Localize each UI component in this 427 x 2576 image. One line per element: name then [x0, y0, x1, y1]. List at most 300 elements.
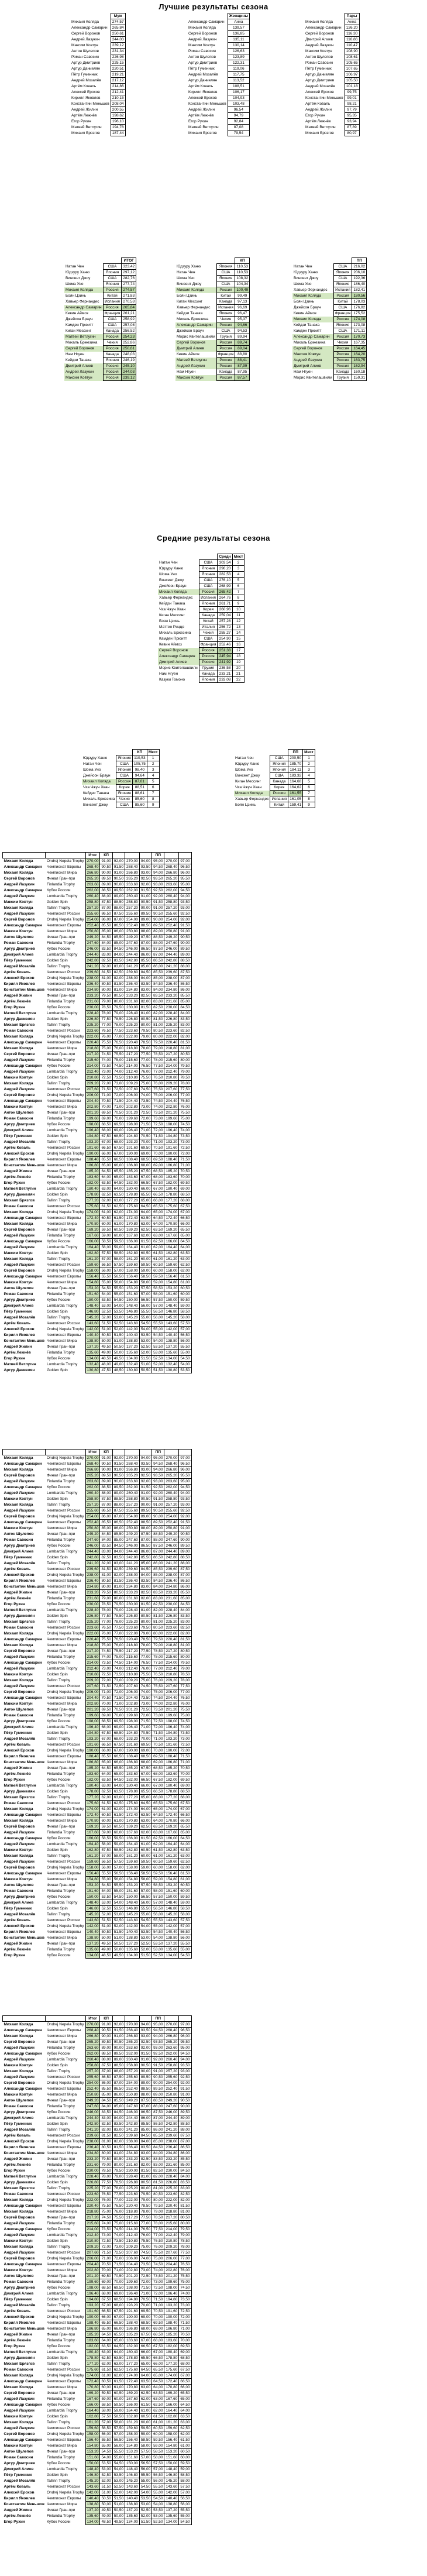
- table-row: Михаил Коляда 139,57: [187, 25, 250, 31]
- table-row: Михаил Брязгов Tallinn Trophy 177,20 62,00 63,00 177,20 65,00 66,00 177,20 68,00: [3, 2361, 192, 2367]
- table-row: Артём Коваль 214,86: [70, 84, 125, 90]
- table-row: Натан Чен США 303,54 2: [158, 560, 245, 566]
- table-row: Алексей Ерохов 104,93: [187, 95, 250, 101]
- table-row: Артём Лежнёв Finlandia Trophy 183,60 64,00 65,00 183,60 67,00 68,00 183,60 70,00: [3, 2338, 192, 2344]
- table-row: Боян Цзинь Китай 271,83: [64, 293, 136, 299]
- table-row: Максим Ковтун Golden Spin 162,80 57,50 58,50 162,80 60,50 61,50 162,80 63,50: [3, 2414, 192, 2420]
- table-row: Шома Уно Япония 184,11 3: [234, 767, 315, 773]
- table-row: Дмитрий Алиев Lombardia Trophy 244,40 83,00 84,00 244,40 86,00 87,00 244,40 89,00: [3, 1549, 192, 1555]
- table-row: Александр Самарин Кубок России 166,00 58,50 59,50 166,00 61,50 62,50 166,00 64,50: [3, 1239, 192, 1245]
- table-row: Сергей Воронов Финал Гран-при 217,20 74,50 75,50 217,20 77,50 78,50 217,20 80,50: [3, 2215, 192, 2221]
- table-row: Андрей Лазукин Чемпионат России 159,60 56,50 57,50 159,60 59,50 60,50 159,60 62,50: [3, 1859, 192, 1865]
- table-row: Александр Самарин Чемпионат Европы 204,40 70,50 71,50 204,40 73,50 74,50 204,40 76,50: [3, 1695, 192, 1701]
- table-row: Кирилл Яковлев Чемпионат Европы 236,40 80,50 81,50 236,40 83,50 84,50 236,40 86,50: [3, 981, 192, 987]
- table-row: Артур Дмитриев Кубок России 198,00 68,50 69,50 198,00 71,50 72,50 198,00 74,50: [3, 1122, 192, 1128]
- table-row: Роман Савосин Finlandia Trophy 247,60 84,00 85,00 247,60 87,00 88,00 247,60 90,00: [3, 940, 192, 946]
- table-row: Антон Шулепов Финал Гран-при 153,20 54,50 55,50 153,20 57,50 58,50 153,20 60,50: [3, 1286, 192, 1292]
- table-row: Андрей Жилин Финал Гран-при 185,20 64,50 65,50 185,20 67,50 68,50 185,20 70,50: [3, 2332, 192, 2338]
- table-row: Камден Прюитт США 257,08: [64, 322, 136, 328]
- table-row: Пётр Гуменник Golden Spin 146,80 52,50 53,50 146,80 55,50 56,50 146,80 58,50: [3, 2472, 192, 2478]
- table-row: Джейсон Браун США 94,64 4: [82, 773, 159, 779]
- table-row: Роман Савосин Finlandia Trophy 199,60 69,00 70,00 199,60 72,00 73,00 199,60 75,00: [3, 1116, 192, 1122]
- table-row: Роман Савосин 105,65: [304, 60, 359, 66]
- table-row: Артур Дмитриев Кубок России 246,00 83,50 84,50 246,00 86,50 87,50 246,00 89,50: [3, 2110, 192, 2115]
- table-row: Михаил Коляда Ondrej Nepela Trophy 270,00 91,00 92,00 270,00 94,00 95,00 270,00 97,00: [3, 1455, 192, 1461]
- table-row: Киган Мессинг Канада 256,52: [64, 328, 136, 334]
- table-row: Нам Нгуен Канада 248,03: [64, 352, 136, 358]
- table-row: Пётр Гуменник Golden Spin 242,80 82,50 83,50 242,80 85,50 86,50 242,80 88,50: [3, 2121, 192, 2127]
- table-row: Сергей Воронов Финал Гран-при 217,20 74,50 75,50 217,20 77,50 78,50 217,20 80,50: [3, 1052, 192, 1057]
- table-row: Артём Лежнёв Finlandia Trophy 231,60 79,00 80,00 231,60 82,00 83,00 231,60 85,00: [3, 1596, 192, 1602]
- table-row: Кирилл Яковлев Чемпионат Европы 188,40 65,50 66,50 188,40 68,50 69,50 188,40 71,50: [3, 1754, 192, 1760]
- table-row: Максим Ковтун 239,12: [70, 43, 125, 49]
- table-row: Артур Даниелян 106,97: [304, 72, 359, 78]
- table-row: Александр Самарин Чемпионат Европы 268,40 90,50 91,50 268,40 93,50 94,50 268,40 96,50: [3, 1461, 192, 1467]
- table-row: Андрей Мозалёв Tallinn Trophy 193,20 67,00 68,00 193,20 70,00 71,00 193,20 73,00: [3, 2303, 192, 2309]
- table-row: Артур Дмитриев 225,15: [70, 60, 125, 66]
- table-row: Антон Шулепов Финал Гран-при 249,20 84,50 85,50 249,20 87,50 88,50 249,20 90,50: [3, 1531, 192, 1537]
- table-row: Егор Рухин Кубок России 182,00 63,50 64,50 182,00 66,50 67,50 182,00 69,50: [3, 2344, 192, 2350]
- table-row: Артём Коваль Чемпионат России 239,60 81,50 82,50 239,60 84,50 85,50 239,60 87,50: [3, 1567, 192, 1572]
- table-row: Кирилл Яковлев Чемпионат Европы 188,40 65,50 66,50 188,40 68,50 69,50 188,40 71,50: [3, 1157, 192, 1163]
- table-row: Андрей Лазукин Finlandia Trophy 167,60 59,00 60,00 167,60 62,00 63,00 167,60 65,00: [3, 1233, 192, 1239]
- table-row: Пётр Гуменник 119,06: [187, 66, 250, 72]
- table-row: Матвей Ветлугин Lombardia Trophy 180,40 63,00 64,00 180,40 66,00 67,00 180,40 69,00: [3, 1186, 192, 1192]
- table-row: Морис Квителашвили Грузия 89,94: [175, 334, 250, 340]
- table-row: Александр Самарин Кубок России 214,00 73,50 74,50 214,00 76,50 77,50 214,00 79,50: [3, 1660, 192, 1666]
- table-row: Сергей Воронов 116,30: [304, 31, 359, 37]
- table-row: Михаил Коляда Чемпионат Мира 266,80 90,00 91,00 266,80 93,00 94,00 266,80 96,00: [3, 1467, 192, 1473]
- table-row: Михаил Коляда Tallinn Trophy 161,20 57,00 58,00 161,20 60,00 61,00 161,20 63,00: [3, 1256, 192, 1262]
- table-row: Дмитрий Алиев Lombardia Trophy 148,40 53,00 54,00 148,40 56,00 57,00 148,40 59,00: [3, 1900, 192, 1906]
- table-row: Боян Цзинь Китай 257,28 12: [158, 619, 245, 624]
- table-row: Максим Ковтун Чемпионат Мира 250,80 85,00 86,00 250,80 88,00 89,00 250,80 91,00: [3, 1526, 192, 1531]
- table-row: Михаил Коляда Чемпионат Мира 218,80 75,00 76,00 218,80 78,00 79,00 218,80 81,00: [3, 2209, 192, 2215]
- table-row: Константин Меньшов Чемпионат Мира 138,80 50,00 51,00 138,80 53,00 54,00 138,80 56,00: [3, 1338, 192, 1344]
- table-row: Артём Лежнёв Finlandia Trophy 135,60 49,00 50,00 135,60 52,00 53,00 135,60 55,00: [3, 1947, 192, 1953]
- table-row: Пётр Гуменник Golden Spin 242,80 82,50 83,50 242,80 85,50 86,50 242,80 88,50: [3, 958, 192, 964]
- table-row: Артур Дмитриев Кубок России 198,00 68,50 69,50 198,00 71,50 72,50 198,00 74,50: [3, 1719, 192, 1725]
- table-row: Михаил Коляда Россия 174,08: [292, 317, 367, 322]
- table-row: Михаил Коляда Ondrej Nepela Trophy 174,00 61,00 62,00 174,00 64,00 65,00 174,00 67,00: [3, 2373, 192, 2379]
- table-row: Михаил Коляда Ondrej Nepela Trophy 222,00 76,00 77,00 222,00 79,00 80,00 222,00 82,00: [3, 1034, 192, 1040]
- table-row: Алексей Ерохов Ondrej Nepela Trophy 238,00 81,00 82,00 238,00 84,00 85,00 238,00 87,00: [3, 1572, 192, 1578]
- table-row: Артур Дмитриев Кубок России 150,00 53,50 54,50 150,00 56,50 57,50 150,00 59,50: [3, 1894, 192, 1900]
- table-row: Артур Даниелян 113,52: [187, 78, 250, 84]
- table-row: Андрей Лазукин Lombardia Trophy 164,40 58,00 59,00 164,40 61,00 62,00 164,40 64,00: [3, 1842, 192, 1847]
- table-row: Артём Лежнёв Finlandia Trophy 183,60 64,00 65,00 183,60 67,00 68,00 183,60 70,00: [3, 1174, 192, 1180]
- table-row: Матвей Ветлугин Lombardia Trophy 228,40 78,00 79,00 228,40 81,00 82,00 228,40 84,00: [3, 1011, 192, 1016]
- table-row: Егор Рухин 92,84: [187, 119, 250, 125]
- table-row: Андрей Лазукин Lombardia Trophy 212,40 73,00 74,00 212,40 76,00 77,00 212,40 79,00: [3, 1069, 192, 1075]
- table-row: Артур Даниелян Golden Spin 178,80 62,50 63,50 178,80 65,50 66,50 178,80 68,50: [3, 1789, 192, 1795]
- table-row: Джейсон Браун США 268,99 6: [158, 583, 245, 589]
- table-row: Александр Самарин Кубок России 166,00 58,50 59,50 166,00 61,50 62,50 166,00 64,50: [3, 1836, 192, 1842]
- table-row: Максим Ковтун Россия 164,20: [292, 352, 367, 358]
- table-row: Максим Ковтун Чемпионат Мира 154,80 55,00 56,00 154,80 58,00 59,00 154,80 61,00: [3, 1877, 192, 1883]
- table-row: Дмитрий Алиев Lombardia Trophy 148,40 53,00 54,00 148,40 56,00 57,00 148,40 59,00: [3, 2467, 192, 2472]
- table-row: Кейдзи Танака Япония 261,71 9: [158, 601, 245, 607]
- table-row: Кейдзи Танака Япония 96,47: [175, 311, 250, 317]
- table-row: Алексей Ерохов Ondrej Nepela Trophy 142,00 51,00 52,00 142,00 54,00 55,00 142,00 57,00: [3, 2490, 192, 2496]
- table-row: Александр Самарин Чемпионат Европы 156,40 55,50 56,50 156,40 58,50 59,50 156,40 61,50: [3, 1871, 192, 1877]
- table-row: Константин Меньшов Чемпионат Мира 186,80 65,00 66,00 186,80 68,00 69,00 186,80 71,00: [3, 2326, 192, 2332]
- table-row: Антон Шулепов Финал Гран-при 201,20 69,50 70,50 201,20 72,50 73,50 201,20 75,50: [3, 2273, 192, 2279]
- table-row: Андрей Лазукин Finlandia Trophy 215,60 74,00 75,00 215,60 77,00 78,00 215,60 80,00: [3, 1057, 192, 1063]
- table-row: Андрей Лазукин Lombardia Trophy 164,40 58,00 59,00 164,40 61,00 62,00 164,40 64,00: [3, 1245, 192, 1251]
- table-row: Роман Савосин Finlandia Trophy 151,60 54,00 55,00 151,60 57,00 58,00 151,60 60,00: [3, 1292, 192, 1297]
- table-row: Хавьер Фернандес Испания 270,53: [64, 299, 136, 305]
- table-row: Михаил Брязгов Tallinn Trophy 225,20 77,00 78,00 225,20 80,00 81,00 225,20 83,00: [3, 1022, 192, 1028]
- table-row: Егор Рухин Кубок России 134,00 48,50 49,50 134,00 51,50 52,50 134,00 54,50: [3, 1356, 192, 1362]
- table-row: Дмитрий Алиев Россия 162,94: [292, 363, 367, 369]
- table-row: Матвей Ветлугин 194,78: [70, 125, 125, 130]
- table-row: Михаил Коляда Ondrej Nepela Trophy 222,00 76,00 77,00 222,00 79,00 80,00 222,00 82,00: [3, 1631, 192, 1637]
- table-row: Андрей Мозалёв Tallinn Trophy 241,20 82,00 83,00 241,20 85,00 86,00 241,20 88,00: [3, 2127, 192, 2133]
- table-row: Алексей Ерохов Ondrej Nepela Trophy 190,00 66,00 67,00 190,00 69,00 70,00 190,00 72,00: [3, 1748, 192, 1754]
- table-row: Матвей Ветлугин 87,08: [187, 125, 250, 130]
- table-row: Андрей Жилин Финал Гран-при 233,20 79,50 80,50 233,20 82,50 83,50 233,20 85,50: [3, 993, 192, 999]
- table-row: Сергей Воронов Ondrej Nepela Trophy 254,00 86,00 87,00 254,00 89,00 90,00 254,00 92,00: [3, 917, 192, 923]
- table-row: Александр Самарин Чемпионат Европы 156,40 55,50 56,50 156,40 58,50 59,50 156,40 61,50: [3, 1274, 192, 1280]
- table-row: Нам Нгуен Канада 87,95: [175, 369, 250, 375]
- table-row: Артём Коваль Чемпионат России 191,60 66,50 67,50 191,60 69,50 70,50 191,60 72,50: [3, 2309, 192, 2314]
- table-row: Александр Самарин 265,84: [70, 25, 125, 31]
- table-row: Артём Коваль Чемпионат России 191,60 66,50 67,50 191,60 69,50 70,50 191,60 72,50: [3, 1145, 192, 1151]
- table-row: Артур Даниелян Golden Spin 178,80 62,50 63,50 178,80 65,50 66,50 178,80 68,50: [3, 1192, 192, 1198]
- table-row: Кирилл Яковлев 210,15: [70, 95, 125, 101]
- table-row: Михаил Коляда Tallinn Trophy 161,20 57,00 58,00 161,20 60,00 61,00 161,20 63,00: [3, 2420, 192, 2426]
- table-row: Андрей Жилин 97,79: [304, 107, 359, 113]
- table-row: Винсент Джоу США 276,10 5: [158, 578, 245, 583]
- table-row: Андрей Лазукин 135,11: [187, 37, 250, 43]
- table-row: Юдзуру Ханю Япония 110,53 1: [82, 755, 159, 761]
- table-row: Шома Уно Япония 108,32: [175, 276, 250, 281]
- table-row: Кирилл Яковлев 106,17: [187, 90, 250, 95]
- table-row: Александр Самарин Кубок России 262,00 88,50 89,50 262,00 91,50 92,50 262,00 94,50: [3, 2051, 192, 2057]
- table-row: Егор Рухин Кубок России 230,00 78,50 79,50 230,00 81,50 82,50 230,00 84,50: [3, 2168, 192, 2174]
- table-row: Джейсон Браун США 176,82: [292, 305, 367, 311]
- table-row: Андрей Лазукин Чемпионат России 207,60 71,50 72,50 207,60 74,50 75,50 207,60 77,50: [3, 2250, 192, 2256]
- table-row: Дмитрий Алиев Россия 245,10: [64, 363, 136, 369]
- table-row: Натан Чен США 110,53: [175, 270, 250, 276]
- table-row: Пётр Гуменник Golden Spin 194,80 67,50 68,50 194,80 70,50 71,50 194,80 73,50: [3, 1134, 192, 1139]
- table-row: Киган Мессинг Канада 97,13: [175, 299, 250, 305]
- table-row: Андрей Лазукин Чемпионат России 255,60 86,50 87,50 255,60 89,50 90,50 255,60 92,50: [3, 911, 192, 917]
- table-row: Андрей Лазукин 110,47: [304, 43, 359, 49]
- table-row: Михаил Коляда Ondrej Nepela Trophy 270,00 91,00 92,00 270,00 94,00 95,00 270,00 97,00: [3, 2022, 192, 2028]
- table-row: Андрей Мозалёв Tallinn Trophy 241,20 82,00 83,00 241,20 85,00 86,00 241,20 88,00: [3, 964, 192, 970]
- table-row: Александр Самарин Чемпионат Европы 172,40 60,50 61,50 172,40 63,50 64,50 172,40 66,50: [3, 1215, 192, 1221]
- table-row: Артём Лежнёв 198,62: [70, 113, 125, 119]
- table-row: Роман Савосин Чемпионат России 223,60 76,50 77,50 223,60 79,50 80,50 223,60 82,50: [3, 1625, 192, 1631]
- table-row: Михаил Коляда Россия 265,42 7: [158, 589, 245, 595]
- table-row: Киган Мессинг Канада 259,04 11: [158, 613, 245, 619]
- table-row: Максим Ковтун Чемпионат Мира 250,80 85,00 86,00 250,80 88,00 89,00 250,80 91,00: [3, 2092, 192, 2098]
- table-row: Константин Меньшов Чемпионат Мира 138,80 50,00 51,00 138,80 53,00 54,00 138,80 56,00: [3, 1935, 192, 1941]
- table-row: Артём Коваль 108,51: [187, 84, 250, 90]
- table-row: Кейдзи Танака Япония 246,19: [64, 358, 136, 363]
- table-row: Михаил Коляда Tallinn Trophy 209,20 72,00 73,00 209,20 75,00 76,00 209,20 78,00: [3, 1081, 192, 1087]
- table-row: Кирилл Яковлев Чемпионат Европы 236,40 80,50 81,50 236,40 83,50 84,50 236,40 86,50: [3, 1578, 192, 1584]
- table-row: Михаил Коляда Чемпионат Мира 218,80 75,00 76,00 218,80 78,00 79,00 218,80 81,00: [3, 1046, 192, 1052]
- best-table-3: Пары Михаил Коляда Анна Александр Самарин 126,20 Сергей Воронов 116,30 Дмитрий Алиев 116,86 Андрей Лазукин 110,47 Максим Ковтун 108,90 Антон Шулепов 108,61 Роман Савосин 105,65 Пётр Гуменник 107,65 Артур Даниелян 106,97 Артур Дмитриев 105,50 Андрей Мозалёв 101,18 Алексей Ерохов 99,75 Константин Меньшов 99,01 Артём Коваль 98,21 Андрей Жилин 97,79 Егор Рухин 95,35 Артём Лежнёв 93,94 Матвей Ветлугин 87,89 Михаил Брязгов 80,97: [304, 13, 360, 136]
- table-row: Артур Даниелян Golden Spin 130,80 47,50 48,50 130,80 50,50 51,50 130,80 53,50: [3, 1368, 192, 1373]
- table-row: Андрей Лазукин Lombardia Trophy 260,40 88,00 89,00 260,40 91,00 92,00 260,40 94,00: [3, 894, 192, 899]
- table-row: Боян Цзинь Китай 159,41 9: [234, 802, 315, 808]
- table-row: Артур Даниелян 220,51: [70, 66, 125, 72]
- table-row: Артём Коваль 98,21: [304, 101, 359, 107]
- table-row: Антон Шулепов Финал Гран-при 153,20 54,50 55,50 153,20 57,50 58,50 153,20 60,50: [3, 1883, 192, 1888]
- table-row: Константин Меньшов 103,48: [187, 101, 250, 107]
- table-row: Юдзуру Ханю Япония 185,70 2: [234, 761, 315, 767]
- table-row: Дмитрий Алиев Lombardia Trophy 196,40 68,00 69,00 196,40 71,00 72,00 196,40 74,00: [3, 1128, 192, 1134]
- table-row: Джейсон Браун США 94,53: [175, 328, 250, 334]
- table-row: Андрей Мозалёв 117,75: [187, 72, 250, 78]
- table-row: Боян Цзинь Китай 99,49: [175, 293, 250, 299]
- section-title-average: Средние результаты сезона: [157, 534, 270, 542]
- table-row: Андрей Мозалёв Tallinn Trophy 241,20 82,00 83,00 241,20 85,00 86,00 241,20 88,00: [3, 1561, 192, 1567]
- table-row: Сергей Воронов Финал Гран-при 217,20 74,50 75,50 217,20 77,50 78,50 217,20 80,50: [3, 1648, 192, 1654]
- table-row: Матвей Ветлугин Lombardia Trophy 132,40 48,00 49,00 132,40 51,00 52,00 132,40 54,00: [3, 1362, 192, 1368]
- table-row: Дмитрий Алиев Россия 89,04: [175, 346, 250, 352]
- table-row: Егор Рухин Кубок России 134,00 48,50 49,50 134,00 51,50 52,50 134,00 54,50: [3, 1953, 192, 1959]
- table-row: Роман Савосин Finlandia Trophy 151,60 54,00 55,00 151,60 57,00 58,00 151,60 60,00: [3, 2455, 192, 2461]
- table-row: Егор Рухин Кубок России 182,00 63,50 64,50 182,00 66,50 67,50 182,00 69,50: [3, 1777, 192, 1783]
- table-row: Михаил Коляда Ondrej Nepela Trophy 222,00 76,00 77,00 222,00 79,00 80,00 222,00 82,00: [3, 2197, 192, 2203]
- table-row: Андрей Жилин Финал Гран-при 233,20 79,50 80,50 233,20 82,50 83,50 233,20 85,50: [3, 2156, 192, 2162]
- table-row: Хавьер Фернандес Испания 96,69: [175, 305, 250, 311]
- table-row: Роман Савосин Finlandia Trophy 247,60 84,00 85,00 247,60 87,00 88,00 247,60 90,00: [3, 2104, 192, 2110]
- table-row: Михаил Брязгов Tallinn Trophy 177,20 62,00 63,00 177,20 65,00 66,00 177,20 68,00: [3, 1198, 192, 1204]
- table-row: Юдзуру Ханю Япония 296,20 3: [158, 566, 245, 572]
- table-row: Роман Савосин Finlandia Trophy 199,60 69,00 70,00 199,60 72,00 73,00 199,60 75,00: [3, 1713, 192, 1719]
- table-row: Андрей Жилин 96,54: [187, 107, 250, 113]
- table-row: Михаил Коляда Анна: [304, 19, 359, 25]
- table-row: Константин Меньшов Чемпионат Мира 186,80 65,00 66,00 186,80 68,00 69,00 186,80 71,00: [3, 1760, 192, 1766]
- table-row: Михаль Бржезина Чехия 167,35: [292, 340, 367, 346]
- table-row: Андрей Жилин Финал Гран-при 137,20 49,50 50,50 137,20 52,50 53,50 137,20 55,50: [3, 2508, 192, 2513]
- table-row: Алексей Ерохов Ondrej Nepela Trophy 142,00 51,00 52,00 142,00 54,00 55,00 142,00 57,00: [3, 1327, 192, 1332]
- table-row: Максим Ковтун 108,90: [304, 49, 359, 54]
- table-row: Кирилл Яковлев Чемпионат Европы 188,40 65,50 66,50 188,40 68,50 69,50 188,40 71,50: [3, 2320, 192, 2326]
- table-row: Хавьер Фернандес Испания 161,05 8: [234, 796, 315, 802]
- table-row: Михаил Коляда Tallinn Trophy 209,20 72,00 73,00 209,20 75,00 76,00 209,20 78,00: [3, 1678, 192, 1684]
- table-row: Андрей Лазукин Чемпионат России 255,60 86,50 87,50 255,60 89,50 90,50 255,60 92,50: [3, 1508, 192, 1514]
- table-row: Артём Коваль Чемпионат России 143,60 51,50 52,50 143,60 54,50 55,50 143,60 57,50: [3, 2484, 192, 2490]
- world-table-3: ПП Натан Чен США 216,02 Юдзуру Ханю Япония 206,10 Винсент Джоу США 192,36 Шома Уно Япония 186,40 Хавьер Фернандес Испания 182,41 Михаил Коляда Россия 180,56 Боян Цзинь Китай 178,03 Джейсон Браун США 176,82 Кевин Аймоз Франция 175,52 Михаил Коляда Россия 174,08 Кейдзи Танака Япония 173,08 Камден Прюитт США 171,11 Александр Самарин Россия 170,73 Михаль Бржезина Чехия 167,35 Сергей Воронов Россия 164,45 Максим Ковтун Россия 164,20 Андрей Лазукин Россия 163,75 Дмитрий Алиев Россия 162,94 Нам Нгуен Канада 160,18 Морис Квителашвили Грузия 159,31: [292, 257, 367, 381]
- table-row: Кевин Аймоз Франция 88,80: [175, 352, 250, 358]
- table-row: Михаил Коляда Tallinn Trophy 257,20 87,00 88,00 257,20 90,00 91,00 257,20 93,00: [3, 2069, 192, 2074]
- table-row: Сергей Воронов Ondrej Nepela Trophy 206,00 71,00 72,00 206,00 74,00 75,00 206,00 77,00: [3, 2256, 192, 2262]
- table-row: Константин Меньшов Чемпионат Мира 138,80 50,00 51,00 138,80 53,00 54,00 138,80 56,00: [3, 2502, 192, 2508]
- table-row: Артём Лежнёв Finlandia Trophy 183,60 64,00 65,00 183,60 67,00 68,00 183,60 70,00: [3, 1771, 192, 1777]
- table-row: Артур Даниелян Golden Spin 226,80 77,50 78,50 226,80 80,50 81,50 226,80 83,50: [3, 2180, 192, 2186]
- table-row: Александр Самарин 126,20: [304, 25, 359, 31]
- table-row: Александр Самарин Чемпионат Европы 220,40 75,50 76,50 220,40 78,50 79,50 220,40 81,50: [3, 2203, 192, 2209]
- table-row: Роман Савосин Finlandia Trophy 199,60 69,00 70,00 199,60 72,00 73,00 199,60 75,00: [3, 2279, 192, 2285]
- table-row: Пётр Гуменник Golden Spin 194,80 67,50 68,50 194,80 70,50 71,50 194,80 73,50: [3, 2297, 192, 2303]
- table-row: Морис Квителашвили Грузия 159,31: [292, 375, 367, 381]
- table-row: Чха Чжун Хван Корея 260,96 10: [158, 607, 245, 613]
- table-row: Андрей Лазукин Lombardia Trophy 212,40 73,00 74,00 212,40 76,00 77,00 212,40 79,00: [3, 2232, 192, 2238]
- table-row: Кевин Аймоз Франция 175,52: [292, 311, 367, 317]
- table-row: Антон Шулепов Финал Гран-при 201,20 69,50 70,50 201,20 72,50 73,50 201,20 75,50: [3, 1110, 192, 1116]
- table-row: Максим Ковтун Чемпионат Мира 202,80 70,00 71,00 202,80 73,00 74,00 202,80 76,00: [3, 1104, 192, 1110]
- table-row: Александр Самарин Россия 94,66: [175, 322, 250, 328]
- table-row: Сергей Воронов Ondrej Nepela Trophy 254,00 86,00 87,00 254,00 89,00 90,00 254,00 92,00: [3, 1514, 192, 1520]
- table-row: Александр Самарин Россия 245,94 18: [158, 654, 245, 660]
- table-row: Роман Савосин 126,63: [187, 49, 250, 54]
- table-row: Андрей Лазукин Чемпионат России 159,60 56,50 57,50 159,60 59,50 60,50 159,60 62,50: [3, 2426, 192, 2431]
- table-row: Александр Самарин Чемпионат Европы 252,40 85,50 86,50 252,40 88,50 89,50 252,40 91,50: [3, 1520, 192, 1526]
- table-row: Роман Савосин Finlandia Trophy 247,60 84,00 85,00 247,60 87,00 88,00 247,60 90,00: [3, 1537, 192, 1543]
- table-row: Михаил Коляда Россия 87,01 5: [82, 779, 159, 785]
- table-row: Егор Рухин Кубок России 182,00 63,50 64,50 182,00 66,50 67,50 182,00 69,50: [3, 1180, 192, 1186]
- table-row: Александр Самарин Чемпионат Европы 252,40 85,50 86,50 252,40 88,50 89,50 252,40 91,50: [3, 2086, 192, 2092]
- table-row: Александр Самарин Кубок России 214,00 73,50 74,50 214,00 76,50 77,50 214,00 79,50: [3, 1063, 192, 1069]
- table-row: Михаль Бржезина Чехия 252,86: [64, 340, 136, 346]
- table-row: Боян Цзинь Китай 178,03: [292, 299, 367, 305]
- table-row: Кирилл Яковлев Чемпионат Европы 140,40 50,50 51,50 140,40 53,50 54,50 140,40 56,50: [3, 2496, 192, 2502]
- table-row: Михаил Коляда Россия 100,49: [175, 287, 250, 293]
- table-row: Александр Самарин Кубок России 262,00 88,50 89,50 262,00 91,50 92,50 262,00 94,50: [3, 1485, 192, 1490]
- table-row: Константин Меньшов 208,04: [70, 101, 125, 107]
- table-row: Артур Даниелян Golden Spin 178,80 62,50 63,50 178,80 65,50 66,50 178,80 68,50: [3, 2355, 192, 2361]
- table-row: Чха Чжун Хван Корея 164,62 6: [234, 785, 315, 791]
- table-row: Александр Самарин Чемпионат Европы 220,40 75,50 76,50 220,40 78,50 79,50 220,40 81,50: [3, 1040, 192, 1046]
- table-row: Артур Дмитриев Кубок России 246,00 83,50 84,50 246,00 86,50 87,50 246,00 89,50: [3, 1543, 192, 1549]
- table-row: Андрей Мозалёв 101,18: [304, 84, 359, 90]
- table-row: Сергей Воронов Ondrej Nepela Trophy 158,00 56,00 57,00 158,00 59,00 60,00 158,00 62,00: [3, 2431, 192, 2437]
- table-row: Роман Савосин Чемпионат России 223,60 76,50 77,50 223,60 79,50 80,50 223,60 82,50: [3, 2192, 192, 2197]
- table-row: Артур Дмитриев Кубок России 150,00 53,50 54,50 150,00 56,50 57,50 150,00 59,50: [3, 2461, 192, 2467]
- table-row: Михаил Брязгов Tallinn Trophy 177,20 62,00 63,00 177,20 65,00 66,00 177,20 68,00: [3, 1795, 192, 1801]
- table-row: Кевин Аймоз Франция 252,46 16: [158, 642, 245, 648]
- table-row: Артём Коваль Чемпионат России 239,60 81,50 82,50 239,60 84,50 85,50 239,60 87,50: [3, 970, 192, 976]
- table-row: Винсент Джоу США 282,76: [64, 276, 136, 281]
- table-row: Сергей Воронов Финал Гран-при 169,20 59,50 60,50 169,20 62,50 63,50 169,20 65,50: [3, 1227, 192, 1233]
- table-row: Андрей Жилин Финал Гран-при 185,20 64,50 65,50 185,20 67,50 68,50 185,20 70,50: [3, 1169, 192, 1174]
- table-row: Андрей Лазукин Finlandia Trophy 263,60 89,00 90,00 263,60 92,00 93,00 263,60 95,00: [3, 2045, 192, 2051]
- table-row: Антон Шулепов Финал Гран-при 249,20 84,50 85,50 249,20 87,50 88,50 249,20 90,50: [3, 935, 192, 940]
- table-row: Кирилл Яковлев Чемпионат Европы 236,40 80,50 81,50 236,40 83,50 84,50 236,40 86,50: [3, 2145, 192, 2151]
- table-row: Казуки Томоно Япония 233,08 22: [158, 677, 245, 683]
- table-row: Сергей Воронов Ondrej Nepela Trophy 254,00 86,00 87,00 254,00 89,00 90,00 254,00 92,00: [3, 2080, 192, 2086]
- table-row: Андрей Мозалёв Tallinn Trophy 145,20 52,00 53,00 145,20 55,00 56,00 145,20 58,00: [3, 1315, 192, 1321]
- table-row: Александр Самарин Чемпионат Европы 268,40 90,50 91,50 268,40 93,50 94,50 268,40 96,50: [3, 2028, 192, 2034]
- table-row: Роман Савосин Finlandia Trophy 151,60 54,00 55,00 151,60 57,00 58,00 151,60 60,00: [3, 1888, 192, 1894]
- table-row: Винсент Джоу США 104,34: [175, 281, 250, 287]
- table-row: Сергей Воронов Россия 250,61: [64, 346, 136, 352]
- table-row: Михаил Коляда Ondrej Nepela Trophy 174,00 61,00 62,00 174,00 64,00 65,00 174,00 67,00: [3, 1806, 192, 1812]
- table-row: Константин Меньшов Чемпионат Мира 186,80 65,00 66,00 186,80 68,00 69,00 186,80 71,00: [3, 1163, 192, 1169]
- table-row: Сергей Воронов Ondrej Nepela Trophy 158,00 56,00 57,00 158,00 59,00 60,00 158,00 62,00: [3, 1865, 192, 1871]
- table-row: Артур Дмитриев 105,50: [304, 78, 359, 84]
- table-row: Максим Ковтун Golden Spin 162,80 57,50 58,50 162,80 60,50 61,50 162,80 63,50: [3, 1251, 192, 1256]
- table-row: Максим Ковтун Чемпионат Мира 154,80 55,00 56,00 154,80 58,00 59,00 154,80 61,00: [3, 1280, 192, 1286]
- table-row: Михаил Брязгов Tallinn Trophy 225,20 77,00 78,00 225,20 80,00 81,00 225,20 83,00: [3, 2186, 192, 2192]
- table-row: Матвей Ветлугин 87,89: [304, 125, 359, 130]
- table-row: Алексей Ерохов Ondrej Nepela Trophy 238,00 81,00 82,00 238,00 84,00 85,00 238,00 87,00: [3, 976, 192, 981]
- table-row: Андрей Лазукин Lombardia Trophy 260,40 88,00 89,00 260,40 91,00 92,00 260,40 94,00: [3, 2057, 192, 2063]
- table-row: Михаил Коляда Tallinn Trophy 257,20 87,00 88,00 257,20 90,00 91,00 257,20 93,00: [3, 1502, 192, 1508]
- table-row: Максим Ковтун Россия 239,12: [64, 375, 136, 381]
- table-row: Максим Ковтун Golden Spin 210,80 72,50 73,50 210,80 75,50 76,50 210,80 78,50: [3, 1672, 192, 1678]
- table-row: Михаил Брязгов 79,54: [187, 130, 250, 136]
- table-row: Натан Чен США 200,50 1: [234, 755, 315, 761]
- table-row: Андрей Лазукин Finlandia Trophy 215,60 74,00 75,00 215,60 77,00 78,00 215,60 80,00: [3, 2221, 192, 2227]
- table-row: Алексей Ерохов Ondrej Nepela Trophy 190,00 66,00 67,00 190,00 69,00 70,00 190,00 72,00: [3, 2314, 192, 2320]
- table-row: Шома Уно Япония 282,53 4: [158, 572, 245, 578]
- table-row: Матвей Ветлугин Lombardia Trophy 228,40 78,00 79,00 228,40 81,00 82,00 228,40 84,00: [3, 1608, 192, 1613]
- table-row: Матвей Ветлугин Lombardia Trophy 180,40 63,00 64,00 180,40 66,00 67,00 180,40 69,00: [3, 2350, 192, 2355]
- table-row: Артём Лежнёв Finlandia Trophy 231,60 79,00 80,00 231,60 82,00 83,00 231,60 85,00: [3, 2162, 192, 2168]
- table-row: Андрей Лазукин Россия 244,03: [64, 369, 136, 375]
- table-row: Сергей Воронов 250,61: [70, 31, 125, 37]
- table-row: Морис Квителашвили Грузия 236,58 20: [158, 665, 245, 671]
- table-row: Антон Шулепов Финал Гран-при 153,20 54,50 55,50 153,20 57,50 58,50 153,20 60,50: [3, 2449, 192, 2455]
- table-row: Кейдзи Танака Япония 173,08: [292, 322, 367, 328]
- table-row: Сергей Воронов Финал Гран-при 265,20 89,50 90,50 265,20 92,50 93,50 265,20 95,50: [3, 1473, 192, 1479]
- table-row: Михаил Коляда Чемпионат Мира 170,80 60,00 61,00 170,80 63,00 64,00 170,80 66,00: [3, 2385, 192, 2390]
- world-table-1: ИТОГ Натан Чен США 323,42 Юдзуру Ханю Япония 297,12 Винсент Джоу США 282,76 Шома Уно Япония 277,74 Михаил Коляда Россия 274,57 Боян Цзинь Китай 271,83 Хавьер Фернандес Испания 270,53 Александр Самарин Россия 265,84 Кевин Аймоз Франция 261,21 Джейсон Браун США 258,92 Камден Прюитт США 257,08 Киган Мессинг Канада 256,52 Матвей Ветлугин Россия 254,23 Михаль Бржезина Чехия 252,86 Сергей Воронов Россия 250,61 Нам Нгуен Канада 248,03 Кейдзи Танака Япония 246,19 Дмитрий Алиев Россия 245,10 Андрей Лазукин Россия 244,03 Максим Ковтун Россия 239,12: [64, 257, 136, 381]
- table-row: Артём Коваль Чемпионат России 239,60 81,50 82,50 239,60 84,50 85,50 239,60 87,50: [3, 2133, 192, 2139]
- table-row: Антон Шулепов 123,89: [187, 54, 250, 60]
- table-row: Александр Самарин Кубок России 262,00 88,50 89,50 262,00 91,50 92,50 262,00 94,50: [3, 888, 192, 894]
- table-row: Александр Самарин Чемпионат Европы 252,40 85,50 86,50 252,40 88,50 89,50 252,40 91,50: [3, 923, 192, 929]
- table-row: Пётр Гуменник Golden Spin 146,80 52,50 53,50 146,80 55,50 56,50 146,80 58,50: [3, 1906, 192, 1912]
- table-row: Михаль Бржезина Чехия 95,37: [175, 317, 250, 322]
- table-row: Максим Ковтун Чемпионат Мира 202,80 70,00 71,00 202,80 73,00 74,00 202,80 76,00: [3, 1701, 192, 1707]
- table-row: Шома Уно Япония 186,40: [292, 281, 367, 287]
- table-row: Андрей Мозалёв Tallinn Trophy 193,20 67,00 68,00 193,20 70,00 71,00 193,20 73,00: [3, 1139, 192, 1145]
- table-row: Сергей Воронов Финал Гран-при 265,20 89,50 90,50 265,20 92,50 93,50 265,20 95,50: [3, 876, 192, 882]
- table-row: Нам Нгуен Канада 160,18: [292, 369, 367, 375]
- table-row: Алексей Ерохов Ondrej Nepela Trophy 190,00 66,00 67,00 190,00 69,00 70,00 190,00 72,00: [3, 1151, 192, 1157]
- table-row: Кейдзи Танака Япония 88,61 7: [82, 791, 159, 796]
- best-table-2: Женщины Александр Самарин Анна Михаил Коляда 139,57 Сергей Воронов 136,85 Андрей Лазукин 135,11 Максим Ковтун 130,14 Роман Савосин 126,63 Антон Шулепов 123,89 Артур Дмитриев 122,31 Пётр Гуменник 119,06 Андрей Мозалёв 117,75 Артур Даниелян 113,52 Артём Коваль 108,51 Кирилл Яковлев 106,17 Алексей Ерохов 104,93 Константин Меньшов 103,48 Андрей Жилин 96,54 Артём Лежнёв 94,79 Егор Рухин 92,84 Матвей Ветлугин 87,08 Михаил Брязгов 79,54: [187, 13, 250, 136]
- table-row: Винсент Джоу США 192,36: [292, 276, 367, 281]
- table-row: Матвей Ветлугин Россия 254,23: [64, 334, 136, 340]
- table-row: Роман Савосин 226,98: [70, 54, 125, 60]
- table-row: Артур Дмитриев Кубок России 150,00 53,50 54,50 150,00 56,50 57,50 150,00 59,50: [3, 1297, 192, 1303]
- table-row: Максим Ковтун Golden Spin 258,80 87,50 88,50 258,80 90,50 91,50 258,80 93,50: [3, 1496, 192, 1502]
- table-row: Андрей Лазукин Чемпионат России 207,60 71,50 72,50 207,60 74,50 75,50 207,60 77,50: [3, 1087, 192, 1093]
- table-row: Максим Ковтун Golden Spin 162,80 57,50 58,50 162,80 60,50 61,50 162,80 63,50: [3, 1847, 192, 1853]
- table-row: Максим Ковтун Чемпионат Мира 154,80 55,00 56,00 154,80 58,00 59,00 154,80 61,00: [3, 2443, 192, 2449]
- table-row: Егор Рухин 95,35: [304, 113, 359, 119]
- table-row: Кевин Аймоз Франция 261,21: [64, 311, 136, 317]
- table-row: Винсент Джоу США 85,60 9: [82, 802, 159, 808]
- table-row: Максим Ковтун Golden Spin 210,80 72,50 73,50 210,80 75,50 76,50 210,80 78,50: [3, 2238, 192, 2244]
- table-row: Дмитрий Алиев Lombardia Trophy 196,40 68,00 69,00 196,40 71,00 72,00 196,40 74,00: [3, 1725, 192, 1730]
- table-row: Алексей Ерохов 212,41: [70, 90, 125, 95]
- table-row: Михаил Коляда Ondrej Nepela Trophy 270,00 91,00 92,00 270,00 94,00 95,00 270,00 97,00: [3, 858, 192, 864]
- table-row: Хавьер Фернандес Испания 182,41: [292, 287, 367, 293]
- table-row: Андрей Мозалёв Tallinn Trophy 193,20 67,00 68,00 193,20 70,00 71,00 193,20 73,00: [3, 1736, 192, 1742]
- table-row: Егор Рухин 196,10: [70, 119, 125, 125]
- table-row: Максим Ковтун 130,14: [187, 43, 250, 49]
- table-row: Натан Чен США 105,75 2: [82, 761, 159, 767]
- table-row: Дмитрий Алиев Lombardia Trophy 244,40 83,00 84,00 244,40 86,00 87,00 244,40 89,00: [3, 2115, 192, 2121]
- table-row: Матвей Ветлугин Lombardia Trophy 180,40 63,00 64,00 180,40 66,00 67,00 180,40 69,00: [3, 1783, 192, 1789]
- table-row: Пётр Гуменник 219,21: [70, 72, 125, 78]
- table-row: Андрей Лазукин Lombardia Trophy 260,40 88,00 89,00 260,40 91,00 92,00 260,40 94,00: [3, 1490, 192, 1496]
- table-row: Шома Уно Япония 98,40 3: [82, 767, 159, 773]
- table-row: Антон Шулепов 231,34: [70, 49, 125, 54]
- table-row: Кирилл Яковлев Чемпионат Европы 140,40 50,50 51,50 140,40 53,50 54,50 140,40 56,50: [3, 1332, 192, 1338]
